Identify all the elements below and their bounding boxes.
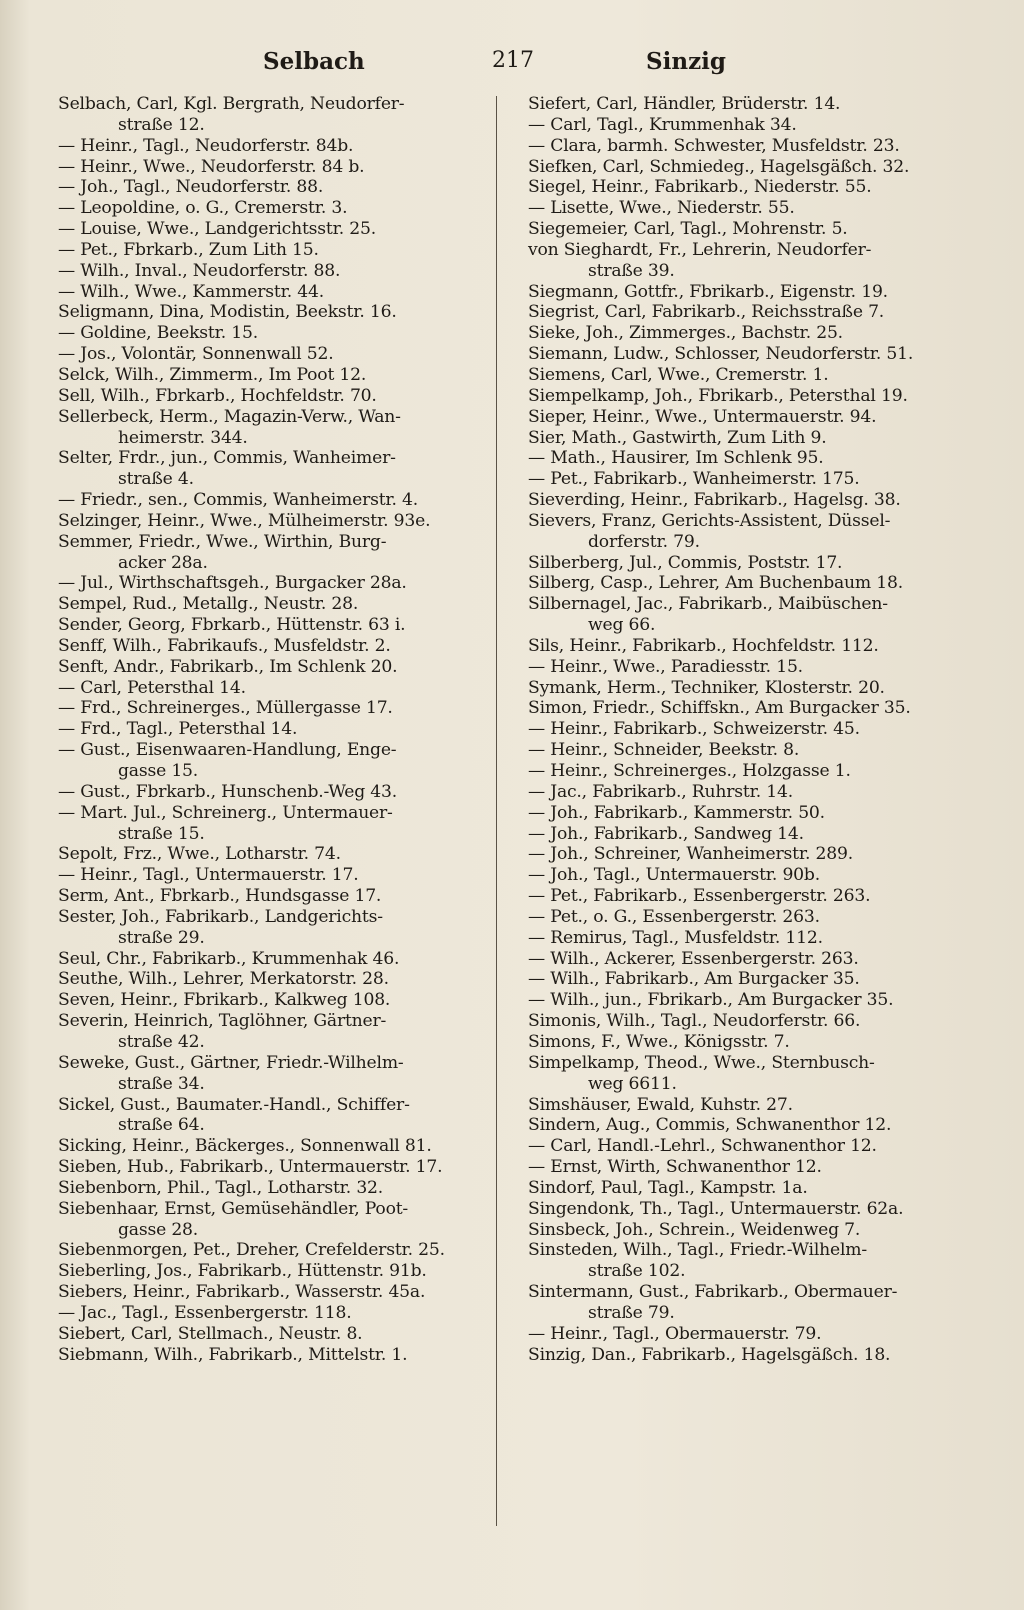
entry-line: Sieper, Heinr., Wwe., Untermauerstr. 94. — [528, 406, 877, 427]
entry-continuation: straße 12. — [118, 114, 205, 135]
entry-line: Sievers, Franz, Gerichts-Assistent, Düssel- — [528, 510, 891, 531]
entry-continuation: straße 15. — [118, 823, 205, 844]
entry-line: Silbernagel, Jac., Fabrikarb., Maibüschen- — [528, 594, 888, 615]
directory-entry — [528, 657, 966, 678]
entry-line: Sell, Wilh., Fbrkarb., Hochfeldstr. 70. — [58, 385, 377, 406]
directory-entry — [528, 240, 966, 282]
entry-line: — Carl, Tagl., Krummenhak 34. — [528, 114, 797, 135]
directory-entry — [528, 1136, 966, 1157]
entry-line: Selbach, Carl, Kgl. Bergrath, Neudorfer- — [58, 94, 405, 114]
directory-entry — [528, 1220, 966, 1241]
directory-entry — [528, 1115, 966, 1136]
entry-continuation: straße 64. — [118, 1115, 205, 1136]
directory-entry — [58, 177, 476, 198]
entry-line: — Joh., Tagl., Neudorferstr. 88. — [58, 177, 324, 198]
entry-line: Siefert, Carl, Händler, Brüderstr. 14. — [528, 94, 841, 114]
directory-entry — [58, 969, 476, 990]
directory-entry — [528, 94, 966, 115]
entry-line: Sindern, Aug., Commis, Schwanenthor 12. — [528, 1115, 892, 1136]
entry-line: — Wilh., jun., Fbrikarb., Am Burgacker 35. — [528, 990, 894, 1011]
directory-entry — [528, 1199, 966, 1220]
entry-line: — Friedr., sen., Commis, Wanheimerstr. 4. — [58, 490, 419, 511]
entry-line: Seligmann, Dina, Modistin, Beekstr. 16. — [58, 302, 397, 323]
entry-line: Siebenhaar, Ernst, Gemüsehändler, Poot- — [58, 1198, 409, 1219]
entry-line: Simshäuser, Ewald, Kuhstr. 27. — [528, 1094, 793, 1115]
entry-line: — Leopoldine, o. G., Cremerstr. 3. — [58, 198, 348, 219]
columns — [58, 94, 966, 1365]
entry-line: Sellerbeck, Herm., Magazin-Verw., Wan- — [58, 406, 401, 427]
entry-line: — Wilh., Wwe., Kammerstr. 44. — [58, 281, 324, 302]
directory-entry — [528, 844, 966, 865]
entry-line: — Heinr., Schreinerges., Holzgasse 1. — [528, 761, 851, 781]
directory-entry — [528, 1345, 966, 1366]
entry-line: — Heinr., Tagl., Neudorferstr. 84b. — [58, 135, 354, 156]
entry-line: — Joh., Fabrikarb., Sandweg 14. — [528, 823, 804, 844]
entry-line: Sinsteden, Wilh., Tagl., Friedr.-Wilhelm- — [528, 1240, 867, 1261]
entry-continuation: straße 4. — [118, 469, 194, 490]
directory-entry — [528, 511, 966, 553]
entry-line: Seven, Heinr., Fbrikarb., Kalkweg 108. — [58, 990, 391, 1011]
directory-entry — [58, 1011, 476, 1053]
directory-entry — [58, 865, 476, 886]
page-number: 217 — [492, 48, 534, 73]
directory-entry — [528, 698, 966, 719]
directory-entry — [528, 886, 966, 907]
entry-line: Singendonk, Th., Tagl., Untermauerstr. 62a. — [528, 1198, 904, 1219]
directory-entry — [58, 323, 476, 344]
directory-entry — [58, 136, 476, 157]
directory-entry — [528, 177, 966, 198]
entry-line: Senff, Wilh., Fabrikaufs., Musfeldstr. 2. — [58, 635, 391, 656]
entry-line: Siebmann, Wilh., Fabrikarb., Mittelstr. 1. — [58, 1344, 408, 1365]
directory-entry — [528, 1032, 966, 1053]
directory-entry — [528, 136, 966, 157]
entry-continuation: straße 42. — [118, 1031, 205, 1052]
directory-entry — [528, 803, 966, 824]
directory-entry — [528, 865, 966, 886]
entry-line: Senft, Andr., Fabrikarb., Im Schlenk 20. — [58, 656, 398, 677]
entry-line: Serm, Ant., Fbrkarb., Hundsgasse 17. — [58, 886, 382, 907]
directory-entry — [528, 678, 966, 699]
entry-line: Semmer, Friedr., Wwe., Wirthin, Burg- — [58, 531, 387, 552]
directory-entry — [528, 115, 966, 136]
entry-line: — Gust., Eisenwaaren-Handlung, Enge- — [58, 740, 397, 761]
entry-line: Sintermann, Gust., Fabrikarb., Obermauer- — [528, 1282, 898, 1303]
entry-line: — Clara, barmh. Schwester, Musfeldstr. 23. — [528, 135, 900, 156]
entry-line: Silberberg, Jul., Commis, Poststr. 17. — [528, 552, 843, 573]
entry-line: von Sieghardt, Fr., Lehrerin, Neudorfer- — [528, 239, 872, 260]
entry-continuation: heimerstr. 344. — [118, 427, 248, 448]
directory-entry — [528, 407, 966, 428]
directory-entry — [58, 490, 476, 511]
entry-line: Sepolt, Frz., Wwe., Lotharstr. 74. — [58, 844, 341, 865]
directory-entry — [528, 302, 966, 323]
entry-line: — Joh., Tagl., Untermauerstr. 90b. — [528, 865, 820, 886]
directory-entry — [58, 448, 476, 490]
directory-entry — [528, 1324, 966, 1345]
entry-line: — Carl, Petersthal 14. — [58, 677, 246, 698]
entry-line: — Remirus, Tagl., Musfeldstr. 112. — [528, 927, 823, 948]
entry-line: Sester, Joh., Fabrikarb., Landgerichts- — [58, 906, 383, 927]
entry-continuation: gasse 28. — [118, 1219, 199, 1240]
directory-entry — [58, 1199, 476, 1241]
directory-entry — [58, 678, 476, 699]
directory-entry — [58, 532, 476, 574]
entry-continuation: straße 34. — [118, 1073, 205, 1094]
directory-entry — [58, 1053, 476, 1095]
entry-line: Sier, Math., Gastwirth, Zum Lith 9. — [528, 427, 827, 448]
directory-entry — [58, 261, 476, 282]
entry-line: Sender, Georg, Fbrkarb., Hüttenstr. 63 i. — [58, 615, 406, 636]
entry-line: — Joh., Fabrikarb., Kammerstr. 50. — [528, 802, 825, 823]
entry-line: Sempel, Rud., Metallg., Neustr. 28. — [58, 594, 359, 615]
entry-line: — Frd., Tagl., Petersthal 14. — [58, 719, 298, 740]
entry-line: Sieke, Joh., Zimmerges., Bachstr. 25. — [528, 323, 843, 344]
entry-line: Severin, Heinrich, Taglöhner, Gärtner- — [58, 1011, 387, 1032]
directory-entry — [58, 365, 476, 386]
entry-line: — Heinr., Tagl., Untermauerstr. 17. — [58, 865, 359, 886]
entry-line: — Heinr., Schneider, Beekstr. 8. — [528, 740, 800, 761]
entry-continuation: gasse 15. — [118, 761, 199, 781]
header-first-name: Selbach — [263, 48, 365, 75]
directory-entry — [528, 490, 966, 511]
directory-entry — [528, 198, 966, 219]
directory-entry — [528, 928, 966, 949]
directory-entry — [528, 1178, 966, 1199]
directory-entry — [58, 1095, 476, 1137]
entry-line: — Pet., Fbrkarb., Zum Lith 15. — [58, 239, 319, 260]
entry-line: — Joh., Schreiner, Wanheimerstr. 289. — [528, 844, 853, 865]
entry-line: Sieberling, Jos., Fabrikarb., Hüttenstr. 91b. — [58, 1261, 427, 1282]
entry-line: — Heinr., Fabrikarb., Schweizerstr. 45. — [528, 719, 860, 740]
entry-line: — Jac., Tagl., Essenbergerstr. 118. — [58, 1302, 352, 1323]
entry-line: Sindorf, Paul, Tagl., Kampstr. 1a. — [528, 1177, 808, 1198]
directory-entry — [528, 448, 966, 469]
directory-entry — [58, 240, 476, 261]
directory-entry — [58, 1261, 476, 1282]
directory-entry — [528, 1157, 966, 1178]
column-divider — [496, 96, 497, 1526]
directory-entry — [58, 615, 476, 636]
entry-line: — Lisette, Wwe., Niederstr. 55. — [528, 198, 795, 219]
entry-line: Siebert, Carl, Stellmach., Neustr. 8. — [58, 1323, 363, 1344]
directory-entry — [528, 469, 966, 490]
entry-line: — Frd., Schreinerges., Müllergasse 17. — [58, 698, 393, 719]
entry-line: — Heinr., Tagl., Obermauerstr. 79. — [528, 1323, 822, 1344]
directory-entry — [58, 573, 476, 594]
entry-continuation: straße 29. — [118, 927, 205, 948]
directory-entry — [528, 824, 966, 845]
entry-continuation: weg 6611. — [588, 1073, 677, 1094]
entry-continuation: acker 28a. — [118, 552, 208, 573]
directory-entry — [528, 907, 966, 928]
directory-entry — [528, 323, 966, 344]
entry-line: — Heinr., Wwe., Paradiesstr. 15. — [528, 656, 803, 677]
directory-entry — [528, 969, 966, 990]
entry-line: Sicking, Heinr., Bäckerges., Sonnenwall 81. — [58, 1136, 432, 1157]
directory-entry — [528, 949, 966, 970]
header-last-name: Sinzig — [646, 48, 726, 75]
entry-line: — Mart. Jul., Schreinerg., Untermauer- — [58, 802, 393, 823]
directory-entry — [58, 302, 476, 323]
directory-entry — [58, 1240, 476, 1261]
entry-line: Siebers, Heinr., Fabrikarb., Wasserstr. 45a. — [58, 1282, 426, 1303]
entry-line: — Wilh., Ackerer, Essenbergerstr. 263. — [528, 948, 859, 969]
entry-line: Selzinger, Heinr., Wwe., Mülheimerstr. 93e. — [58, 510, 431, 531]
directory-entry — [58, 198, 476, 219]
entry-line: Silberg, Casp., Lehrer, Am Buchenbaum 18. — [528, 573, 904, 594]
directory-entry — [528, 157, 966, 178]
entry-line: Sinzig, Dan., Fabrikarb., Hagelsgäßch. 18. — [528, 1344, 891, 1365]
entry-line: Simons, F., Wwe., Königsstr. 7. — [528, 1031, 790, 1052]
entry-line: Sils, Heinr., Fabrikarb., Hochfeldstr. 112. — [528, 635, 879, 656]
directory-entry — [58, 1345, 476, 1366]
directory-entry — [58, 1136, 476, 1157]
directory-entry — [528, 782, 966, 803]
directory-entry — [528, 428, 966, 449]
entry-line: — Wilh., Fabrikarb., Am Burgacker 35. — [528, 969, 860, 990]
directory-entry — [528, 1011, 966, 1032]
directory-entry — [58, 157, 476, 178]
entry-line: — Goldine, Beekstr. 15. — [58, 323, 258, 344]
entry-line: — Jos., Volontär, Sonnenwall 52. — [58, 344, 334, 365]
entry-continuation: dorferstr. 79. — [588, 531, 700, 552]
entry-line: Siebenborn, Phil., Tagl., Lotharstr. 32. — [58, 1177, 384, 1198]
entry-line: Simonis, Wilh., Tagl., Neudorferstr. 66. — [528, 1011, 861, 1032]
entry-line: Seuthe, Wilh., Lehrer, Merkatorstr. 28. — [58, 969, 389, 990]
directory-entry — [58, 1178, 476, 1199]
entry-line: — Ernst, Wirth, Schwanenthor 12. — [528, 1157, 822, 1178]
entry-line: Sickel, Gust., Baumater.-Handl., Schiffer- — [58, 1094, 410, 1115]
entry-continuation: weg 66. — [588, 615, 656, 636]
directory-entry — [528, 990, 966, 1011]
entry-line: Symank, Herm., Techniker, Klosterstr. 20. — [528, 677, 885, 698]
directory-entry — [528, 761, 966, 782]
entry-line: Siegemeier, Carl, Tagl., Mohrenstr. 5. — [528, 219, 848, 240]
directory-entry — [58, 407, 476, 449]
entry-line: — Math., Hausirer, Im Schlenk 95. — [528, 448, 824, 469]
entry-line: — Heinr., Wwe., Neudorferstr. 84 b. — [58, 156, 365, 177]
directory-entry — [528, 1240, 966, 1282]
page-header — [58, 48, 966, 88]
entry-line: Seweke, Gust., Gärtner, Friedr.-Wilhelm- — [58, 1052, 404, 1073]
entry-line: — Jul., Wirthschaftsgeh., Burgacker 28a. — [58, 573, 407, 594]
directory-entry — [58, 636, 476, 657]
entry-continuation: straße 102. — [588, 1261, 686, 1282]
directory-entry — [58, 949, 476, 970]
entry-line: — Louise, Wwe., Landgerichtsstr. 25. — [58, 219, 376, 240]
directory-entry — [58, 1157, 476, 1178]
entry-line: Seul, Chr., Fabrikarb., Krummenhak 46. — [58, 948, 400, 969]
entry-line: Siegel, Heinr., Fabrikarb., Niederstr. 55. — [528, 177, 872, 198]
directory-entry — [58, 1282, 476, 1303]
directory-entry — [58, 698, 476, 719]
directory-entry — [528, 573, 966, 594]
directory-entry — [58, 782, 476, 803]
entry-line: Siemens, Carl, Wwe., Cremerstr. 1. — [528, 364, 829, 385]
directory-entry — [58, 1303, 476, 1324]
right-column — [528, 94, 966, 1365]
directory-entry — [58, 740, 476, 782]
directory-entry — [58, 886, 476, 907]
entry-line: Siegrist, Carl, Fabrikarb., Reichsstraße 7. — [528, 302, 885, 323]
directory-entry — [58, 844, 476, 865]
entry-continuation: straße 79. — [588, 1302, 675, 1323]
directory-entry — [58, 344, 476, 365]
directory-entry — [58, 386, 476, 407]
directory-entry — [528, 636, 966, 657]
directory-entry — [528, 1095, 966, 1116]
entry-line: Selter, Frdr., jun., Commis, Wanheimer- — [58, 448, 396, 469]
directory-entry — [528, 282, 966, 303]
directory-entry — [528, 219, 966, 240]
directory-entry — [528, 594, 966, 636]
directory-entry — [528, 1282, 966, 1324]
directory-entry — [58, 657, 476, 678]
directory-entry — [58, 282, 476, 303]
directory-entry — [528, 719, 966, 740]
entry-line: Siempelkamp, Joh., Fbrikarb., Petersthal 19. — [528, 385, 908, 406]
directory-entry — [528, 1053, 966, 1095]
entry-line: Siefken, Carl, Schmiedeg., Hagelsgäßch. 32. — [528, 156, 910, 177]
left-column — [58, 94, 476, 1365]
entry-line: Siegmann, Gottfr., Fbrikarb., Eigenstr. 19. — [528, 281, 888, 302]
entry-line: Siemann, Ludw., Schlosser, Neudorferstr. 51. — [528, 344, 914, 365]
directory-entry — [58, 1324, 476, 1345]
directory-entry — [58, 511, 476, 532]
entry-line: — Wilh., Inval., Neudorferstr. 88. — [58, 260, 341, 281]
directory-entry — [58, 94, 476, 136]
entry-line: Simpelkamp, Theod., Wwe., Sternbusch- — [528, 1052, 875, 1073]
directory-entry — [58, 719, 476, 740]
directory-entry — [58, 594, 476, 615]
directory-entry — [528, 553, 966, 574]
entry-line: — Carl, Handl.-Lehrl., Schwanenthor 12. — [528, 1136, 877, 1157]
directory-entry — [528, 740, 966, 761]
entry-line: Sieben, Hub., Fabrikarb., Untermauerstr. 17. — [58, 1157, 443, 1178]
directory-entry — [528, 344, 966, 365]
entry-continuation: straße 39. — [588, 260, 675, 281]
directory-entry — [528, 365, 966, 386]
directory-entry — [58, 907, 476, 949]
entry-line: — Pet., Fabrikarb., Wanheimerstr. 175. — [528, 469, 860, 490]
entry-line: Sieverding, Heinr., Fabrikarb., Hagelsg. 38. — [528, 490, 901, 511]
entry-line: — Pet., Fabrikarb., Essenbergerstr. 263. — [528, 886, 871, 907]
entry-line: — Jac., Fabrikarb., Ruhrstr. 14. — [528, 781, 794, 802]
directory-entry — [58, 803, 476, 845]
entry-line: — Pet., o. G., Essenbergerstr. 263. — [528, 906, 820, 927]
entry-line: Siebenmorgen, Pet., Dreher, Crefelderstr. 25. — [58, 1240, 445, 1261]
directory-entry — [58, 990, 476, 1011]
entry-line: Selck, Wilh., Zimmerm., Im Poot 12. — [58, 364, 367, 385]
directory-entry — [528, 386, 966, 407]
entry-line: — Gust., Fbrkarb., Hunschenb.-Weg 43. — [58, 781, 398, 802]
entry-line: Sinsbeck, Joh., Schrein., Weidenweg 7. — [528, 1219, 861, 1240]
entry-line: Simon, Friedr., Schiffskn., Am Burgacker 35. — [528, 698, 911, 719]
directory-entry — [58, 219, 476, 240]
